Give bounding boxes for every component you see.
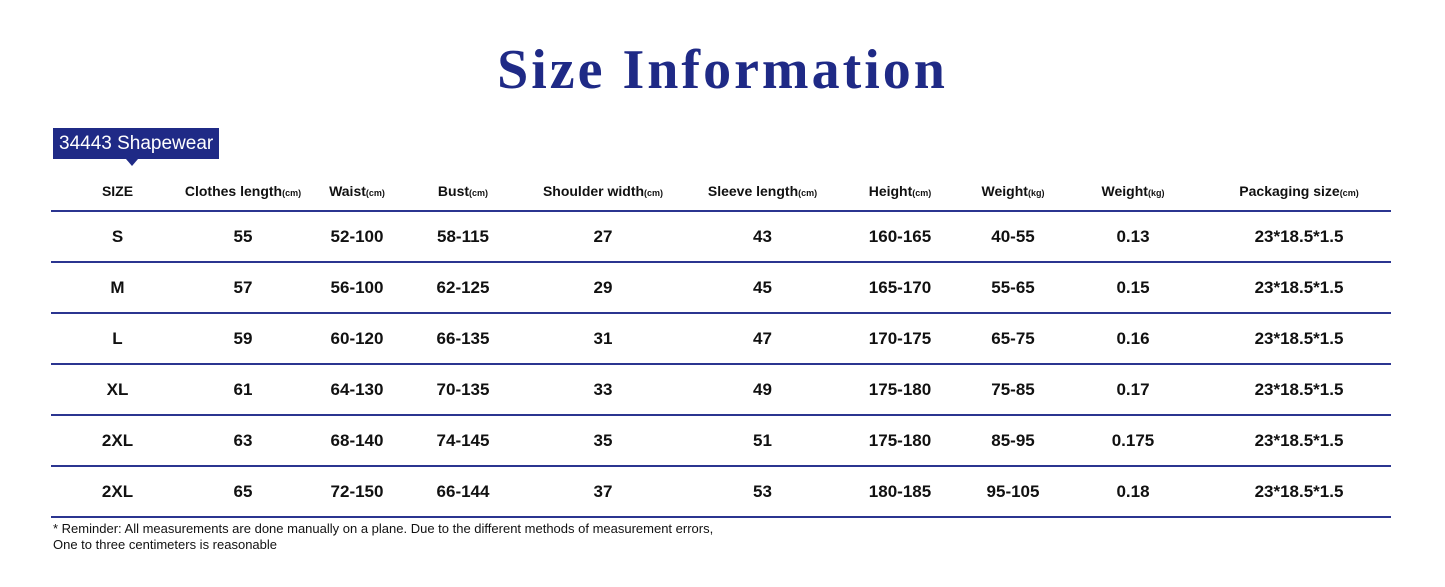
badge-pointer (126, 159, 138, 166)
table-cell: 23*18.5*1.5 (1207, 415, 1391, 466)
column-header: Height(cm) (833, 172, 967, 211)
column-header: Sleeve length(cm) (692, 172, 833, 211)
table-cell: 175-180 (833, 364, 967, 415)
column-header: SIZE (51, 172, 184, 211)
table-cell: 49 (692, 364, 833, 415)
column-header: Weight(kg) (1059, 172, 1207, 211)
column-header: Waist(cm) (302, 172, 412, 211)
table-cell: 33 (514, 364, 692, 415)
size-table (51, 172, 1391, 518)
table-cell: 65-75 (967, 313, 1059, 364)
table-cell: 23*18.5*1.5 (1207, 364, 1391, 415)
table-cell: L (51, 313, 184, 364)
table-cell: 180-185 (833, 466, 967, 517)
table-cell: 60-120 (302, 313, 412, 364)
table-cell: XL (51, 364, 184, 415)
table-cell: 165-170 (833, 262, 967, 313)
table-cell: 68-140 (302, 415, 412, 466)
table-cell: 40-55 (967, 211, 1059, 262)
column-header: Weight(kg) (967, 172, 1059, 211)
table-cell: 57 (184, 262, 302, 313)
table-row (51, 364, 1391, 415)
column-header: Clothes length(cm) (184, 172, 302, 211)
table-cell: 2XL (51, 466, 184, 517)
column-header: Bust(cm) (412, 172, 514, 211)
page-title: Size Information (497, 39, 948, 101)
table-cell: 72-150 (302, 466, 412, 517)
table-header-row (51, 172, 1391, 211)
table-cell: 55 (184, 211, 302, 262)
table-cell: 55-65 (967, 262, 1059, 313)
table-cell: 74-145 (412, 415, 514, 466)
table-cell: 70-135 (412, 364, 514, 415)
table-cell: 64-130 (302, 364, 412, 415)
table-cell: 23*18.5*1.5 (1207, 211, 1391, 262)
table-cell: 0.18 (1059, 466, 1207, 517)
table-cell: 45 (692, 262, 833, 313)
table-cell: 47 (692, 313, 833, 364)
table-cell: 29 (514, 262, 692, 313)
column-header: Shoulder width(cm) (514, 172, 692, 211)
table-cell: 53 (692, 466, 833, 517)
table-row (51, 466, 1391, 517)
table-cell: 58-115 (412, 211, 514, 262)
table-cell: M (51, 262, 184, 313)
table-cell: S (51, 211, 184, 262)
table-cell: 175-180 (833, 415, 967, 466)
table-cell: 62-125 (412, 262, 514, 313)
column-header: Packaging size(cm) (1207, 172, 1391, 211)
table-cell: 23*18.5*1.5 (1207, 466, 1391, 517)
table-cell: 0.175 (1059, 415, 1207, 466)
table-cell: 0.15 (1059, 262, 1207, 313)
table-cell: 95-105 (967, 466, 1059, 517)
table-cell: 56-100 (302, 262, 412, 313)
table-cell: 63 (184, 415, 302, 466)
table-cell: 59 (184, 313, 302, 364)
table-cell: 52-100 (302, 211, 412, 262)
reminder-line: * Reminder: All measurements are done manually on a plane. Due to the different methods of measurement errors, (53, 521, 714, 536)
table-cell: 43 (692, 211, 833, 262)
table-cell: 65 (184, 466, 302, 517)
table-cell: 66-135 (412, 313, 514, 364)
table-row (51, 262, 1391, 313)
table-cell: 0.13 (1059, 211, 1207, 262)
reminder-note (53, 521, 713, 553)
table-cell: 170-175 (833, 313, 967, 364)
table-cell: 75-85 (967, 364, 1059, 415)
table-cell: 31 (514, 313, 692, 364)
table-cell: 0.16 (1059, 313, 1207, 364)
table-cell: 66-144 (412, 466, 514, 517)
table-cell: 160-165 (833, 211, 967, 262)
table-row (51, 313, 1391, 364)
product-badge: 34443 Shapewear (53, 128, 219, 159)
table-cell: 0.17 (1059, 364, 1207, 415)
table-cell: 61 (184, 364, 302, 415)
reminder-line: One to three centimeters is reasonable (53, 537, 278, 552)
table-row (51, 415, 1391, 466)
table-cell: 37 (514, 466, 692, 517)
table-cell: 23*18.5*1.5 (1207, 262, 1391, 313)
table-cell: 51 (692, 415, 833, 466)
table-row (51, 211, 1391, 262)
table-cell: 23*18.5*1.5 (1207, 313, 1391, 364)
table-cell: 27 (514, 211, 692, 262)
table-cell: 85-95 (967, 415, 1059, 466)
table-cell: 35 (514, 415, 692, 466)
table-cell: 2XL (51, 415, 184, 466)
